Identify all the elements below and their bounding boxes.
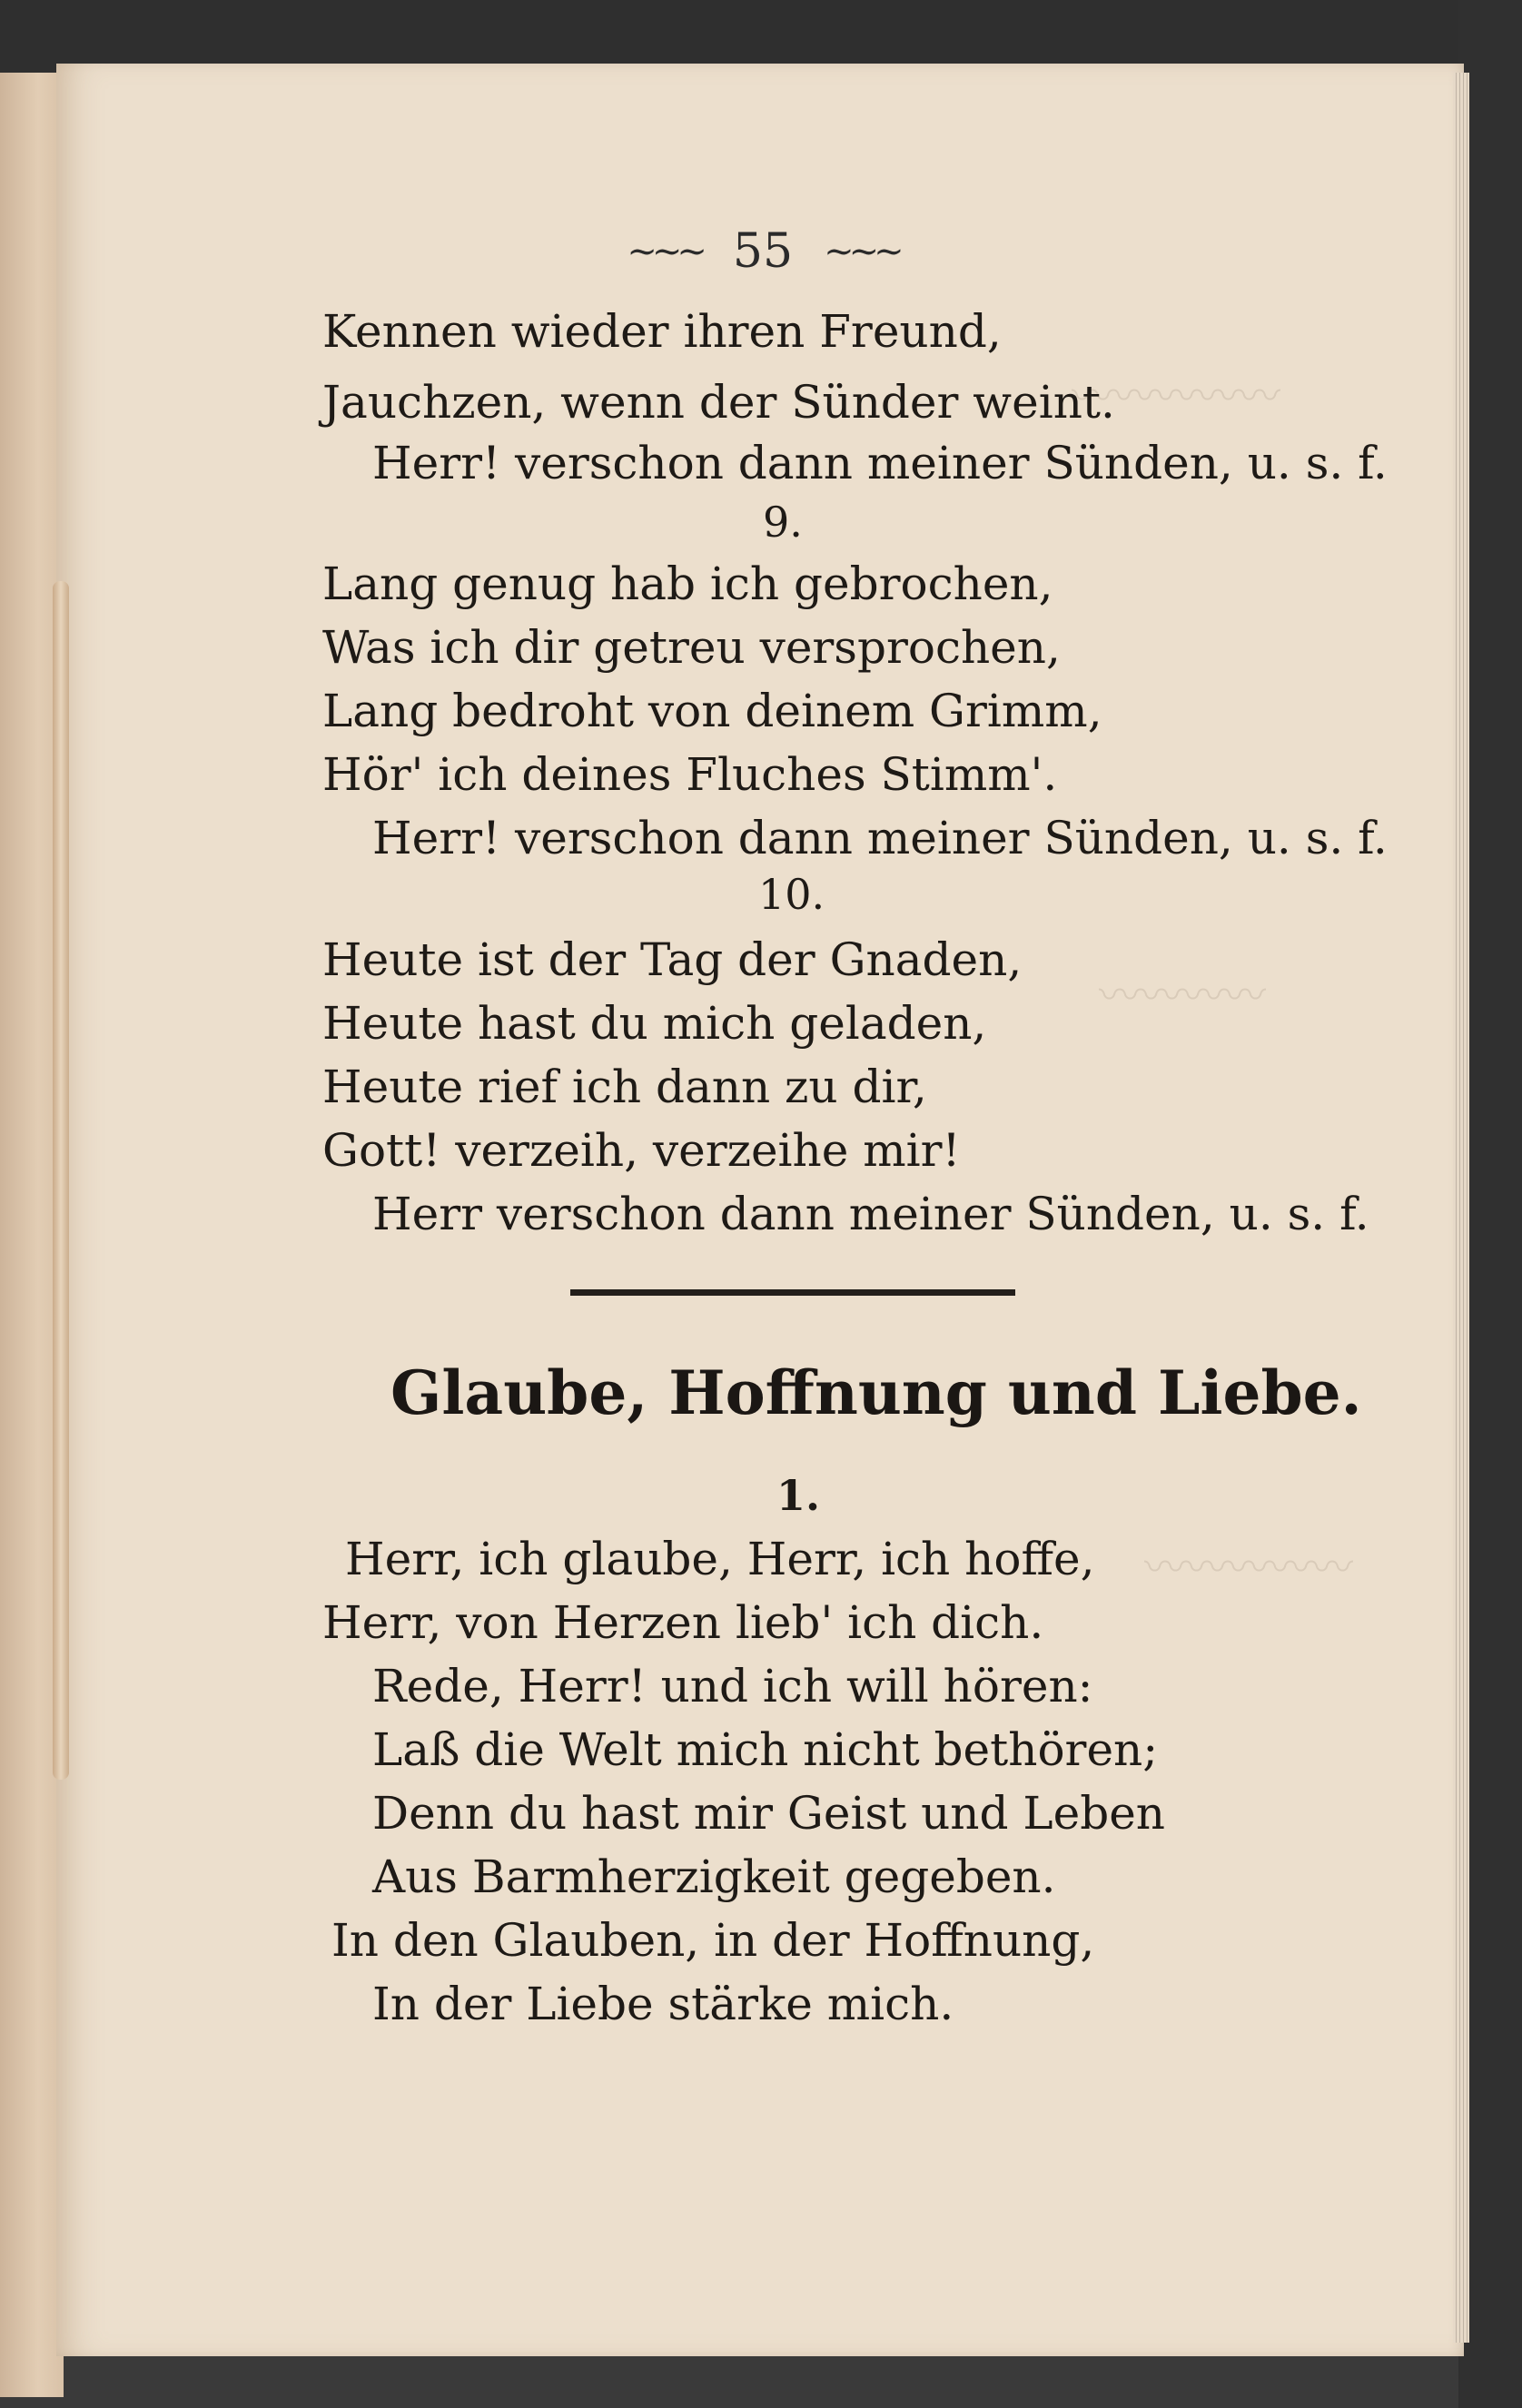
verse-line: Herr, von Herzen lieb' ich dich. — [322, 1596, 1044, 1649]
verse-line: Kennen wieder ihren Freund, — [322, 305, 1002, 358]
gutter-fold — [53, 581, 69, 1780]
verse-line: Lang bedroht von deinem Grimm, — [322, 685, 1102, 737]
verse-line: Hör' ich deines Fluches Stimm'. — [322, 748, 1058, 801]
verse-line: Lang genug hab ich gebrochen, — [322, 558, 1053, 610]
verse-line: Was ich dir getreu versprochen, — [322, 621, 1061, 674]
verse-line: Heute hast du mich geladen, — [322, 997, 987, 1050]
verse-line: Herr, ich glaube, Herr, ich hoffe, — [345, 1533, 1095, 1585]
verse-line: In der Liebe stärke mich. — [372, 1978, 954, 2030]
verse-line: In den Glauben, in der Hoffnung, — [331, 1914, 1095, 1967]
verse-line: Laß die Welt mich nicht bethören; — [372, 1723, 1159, 1776]
section-title: Glaube, Hoffnung und Liebe. — [390, 1357, 1362, 1428]
verse-number-9: 9. — [763, 498, 803, 547]
show-through-texture: 〰〰〰〰〰 — [1144, 1543, 1353, 1592]
scan-backdrop-top — [0, 0, 1522, 73]
header-ornament-right: ~~~ — [824, 231, 899, 272]
refrain-line: Herr! verschon dann meiner Sünden, u. s. f. — [372, 437, 1388, 489]
verse-line: Denn du hast mir Geist und Leben — [372, 1787, 1165, 1840]
verse-line: Gott! verzeih, verzeihe mir! — [322, 1124, 961, 1177]
verse-line: Rede, Herr! und ich will hören: — [372, 1660, 1093, 1712]
section-divider — [570, 1289, 1015, 1296]
header-ornament-left: ~~~ — [627, 231, 702, 272]
page-header — [599, 220, 926, 283]
refrain-line: Herr verschon dann meiner Sünden, u. s. f. — [372, 1188, 1369, 1240]
page-sheets-edge — [1453, 73, 1469, 2343]
show-through-texture: 〰〰〰〰〰 — [1072, 371, 1280, 420]
verse-line: Jauchzen, wenn der Sünder weint. — [322, 376, 1115, 429]
show-through-texture: 〰〰〰〰 — [1099, 971, 1266, 1020]
refrain-line: Herr! verschon dann meiner Sünden, u. s. f. — [372, 812, 1388, 864]
verse-line: Heute rief ich dann zu dir, — [322, 1061, 927, 1113]
verse-number-1: 1. — [776, 1471, 821, 1520]
verse-number-10: 10. — [758, 870, 825, 919]
verse-line: Heute ist der Tag der Gnaden, — [322, 933, 1023, 986]
verse-line: Aus Barmherzigkeit gegeben. — [372, 1850, 1056, 1903]
page-number: 55 — [732, 224, 794, 279]
